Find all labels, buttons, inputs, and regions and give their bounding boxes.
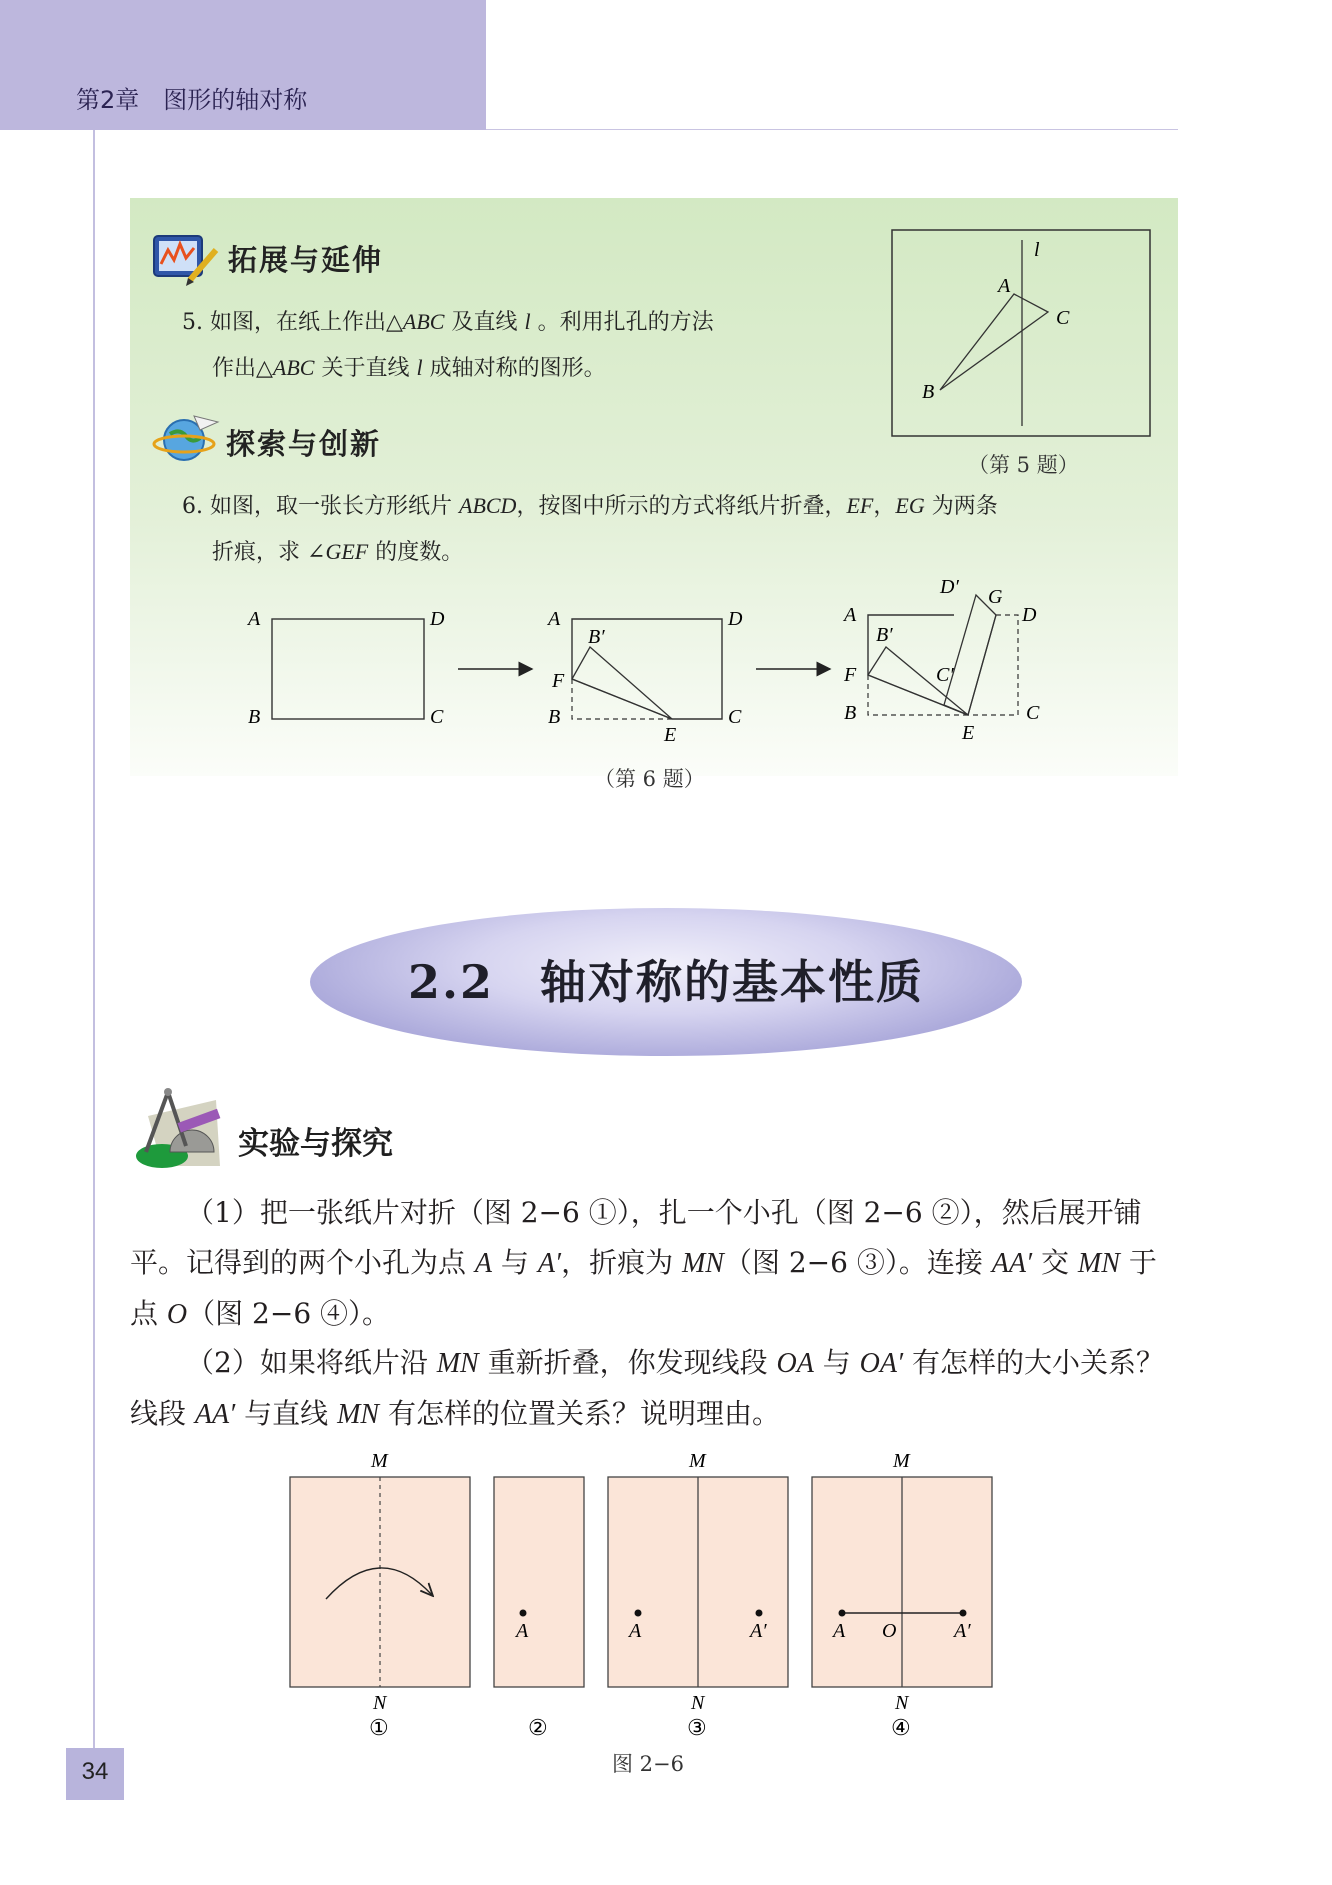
label-d: D	[728, 608, 743, 630]
q5-caption: （第 5 题）	[968, 453, 1079, 477]
experiment-paragraph-2	[130, 1338, 1178, 1440]
label-m: M	[371, 1450, 388, 1472]
p2-text: （2）如果将纸片沿	[186, 1346, 437, 1379]
subcaption-3: ③	[687, 1715, 707, 1740]
label-g: G	[988, 586, 1003, 608]
p2-var: MN	[436, 1348, 479, 1379]
q6-number: 6.	[182, 494, 203, 519]
experiment-heading: 实验与探究	[238, 1126, 393, 1162]
q6-figure	[240, 575, 1070, 750]
q5-number: 5.	[182, 310, 203, 335]
q6-text: 如图，取一张长方形纸片	[210, 494, 459, 519]
original-side-3	[968, 615, 1018, 715]
label-d: D	[1022, 604, 1037, 626]
q5-var: l	[524, 309, 531, 334]
q5-var: ABC	[402, 309, 445, 334]
subcaption-2: ②	[528, 1715, 548, 1740]
label-c: C	[1026, 702, 1040, 724]
figure-2-6	[270, 1445, 1010, 1775]
q6-text: ，按图中所示的方式将纸片折叠，	[516, 494, 847, 519]
label-m: M	[689, 1450, 706, 1472]
q5-line-2	[212, 345, 606, 392]
label-c: C	[728, 706, 742, 728]
compass-protractor-icon	[128, 1086, 224, 1170]
experiment-paragraph-1	[130, 1188, 1178, 1340]
label-b-prime: B′	[876, 624, 893, 646]
p1-var: MN	[1077, 1248, 1120, 1279]
triangle-fold-2	[572, 647, 672, 719]
q5-text: 及直线	[444, 310, 525, 335]
label-e: E	[962, 722, 975, 744]
explore-heading: 探索与创新	[226, 427, 382, 461]
q6-text: ，	[873, 494, 896, 519]
margin-rule	[93, 130, 95, 1760]
label-a: A	[516, 1620, 529, 1642]
globe-plane-icon	[152, 410, 222, 466]
label-c: C	[430, 706, 444, 728]
p1-text: （图 2−6 ③）。连接	[723, 1246, 992, 1279]
q6-var: EF	[846, 493, 874, 518]
hole-a	[520, 1610, 527, 1617]
q6-var: EG	[895, 493, 925, 518]
section-number: 2.2	[407, 955, 495, 1009]
p1-text: ，折痕为	[561, 1246, 682, 1279]
q5-paper	[892, 230, 1150, 436]
q5-figure	[890, 228, 1160, 448]
q5-text: 作出△	[212, 356, 273, 381]
label-n: N	[895, 1692, 909, 1714]
p2-text: 有怎样的位置关系？说明理由。	[379, 1397, 780, 1430]
hole-a	[839, 1610, 846, 1617]
q6-caption: （第 6 题）	[594, 767, 705, 791]
label-b: B	[548, 706, 561, 728]
p1-var: AA′	[991, 1248, 1033, 1279]
label-a: A	[629, 1620, 642, 1642]
label-o: O	[882, 1620, 897, 1642]
header-rule	[486, 129, 1178, 130]
p2-text: 有怎样的大小关系？线段	[130, 1346, 1165, 1430]
p2-text: 与	[813, 1346, 860, 1379]
p1-text: 于点	[130, 1246, 1157, 1330]
chart-pencil-icon	[150, 230, 222, 290]
q5-text: 。利用扎孔的方法	[530, 310, 714, 335]
label-c: C	[1056, 307, 1070, 329]
label-b-prime: B′	[588, 626, 605, 648]
p1-var: O	[166, 1299, 188, 1330]
flap-fold-3	[944, 595, 996, 715]
label-e: E	[664, 724, 677, 746]
label-a-prime: A′	[954, 1620, 971, 1642]
label-f: F	[552, 670, 565, 692]
p1-var: A′	[537, 1248, 562, 1279]
p1-text: 交	[1032, 1246, 1078, 1279]
rect-abcd	[272, 619, 424, 719]
p1-var: A	[474, 1248, 493, 1279]
section-title	[310, 946, 1022, 1012]
p2-text: 重新折叠，你发现线段	[478, 1346, 777, 1379]
subcaption-4: ④	[891, 1715, 911, 1740]
q5-text: 如图，在纸上作出△	[210, 310, 403, 335]
figure-caption: 图 2−6	[612, 1752, 684, 1776]
hole-a-prime	[960, 1610, 967, 1617]
q6-text: 为两条	[924, 494, 998, 519]
label-c-prime: C′	[936, 664, 954, 686]
label-a: A	[998, 275, 1011, 297]
p1-text: （1）把一张纸片对折（图 2−6 ①），扎一个小孔（图 2−6 ②），然后展开铺平。记得到的两个小孔为点	[130, 1196, 1142, 1279]
q6-text: 的度数。	[368, 540, 464, 565]
p1-var: MN	[681, 1248, 724, 1279]
q6-var: ABCD	[459, 493, 517, 518]
label-b: B	[844, 702, 857, 724]
triangle-abc	[940, 294, 1048, 390]
label-n: N	[691, 1692, 705, 1714]
q5-text: 关于直线	[314, 356, 417, 381]
label-a: A	[833, 1620, 846, 1642]
paper-2	[494, 1477, 584, 1687]
page-number: 34	[81, 1758, 109, 1785]
p2-text: 与直线	[235, 1397, 338, 1430]
p1-text: （图 2−6 ④）。	[187, 1297, 391, 1330]
section-name: 轴对称的基本性质	[540, 955, 925, 1009]
q5-line-1	[182, 299, 714, 346]
subcaption-1: ①	[369, 1715, 389, 1740]
label-b: B	[248, 706, 261, 728]
q6-line-1	[182, 483, 998, 530]
label-n: N	[373, 1692, 387, 1714]
p2-var: MN	[337, 1399, 380, 1430]
q6-var: GEF	[325, 539, 369, 564]
q6-line-2	[212, 529, 463, 576]
label-a-prime: A′	[750, 1620, 767, 1642]
label-m: M	[893, 1450, 910, 1472]
label-l: l	[1034, 239, 1040, 261]
p2-var: AA′	[194, 1399, 236, 1430]
hole-a-prime	[756, 1610, 763, 1617]
label-d-prime: D′	[940, 576, 959, 598]
label-a: A	[548, 608, 561, 630]
label-f: F	[844, 664, 857, 686]
label-b: B	[922, 381, 935, 403]
label-a: A	[844, 604, 857, 626]
q5-var: ABC	[272, 355, 315, 380]
q5-var: l	[416, 355, 423, 380]
p2-var: OA	[776, 1348, 814, 1379]
hole-a	[635, 1610, 642, 1617]
p2-var: OA′	[859, 1348, 904, 1379]
extension-heading: 拓展与延伸	[228, 243, 384, 277]
chapter-title: 第2章 图形的轴对称	[76, 86, 308, 114]
crease-eg-3	[968, 615, 996, 715]
label-a: A	[248, 608, 261, 630]
p1-text: 与	[492, 1246, 538, 1279]
q5-text: 成轴对称的图形。	[422, 356, 606, 381]
crease-ef-2	[572, 679, 672, 719]
q6-text: 折痕，求 ∠	[212, 540, 326, 565]
label-d: D	[430, 608, 445, 630]
